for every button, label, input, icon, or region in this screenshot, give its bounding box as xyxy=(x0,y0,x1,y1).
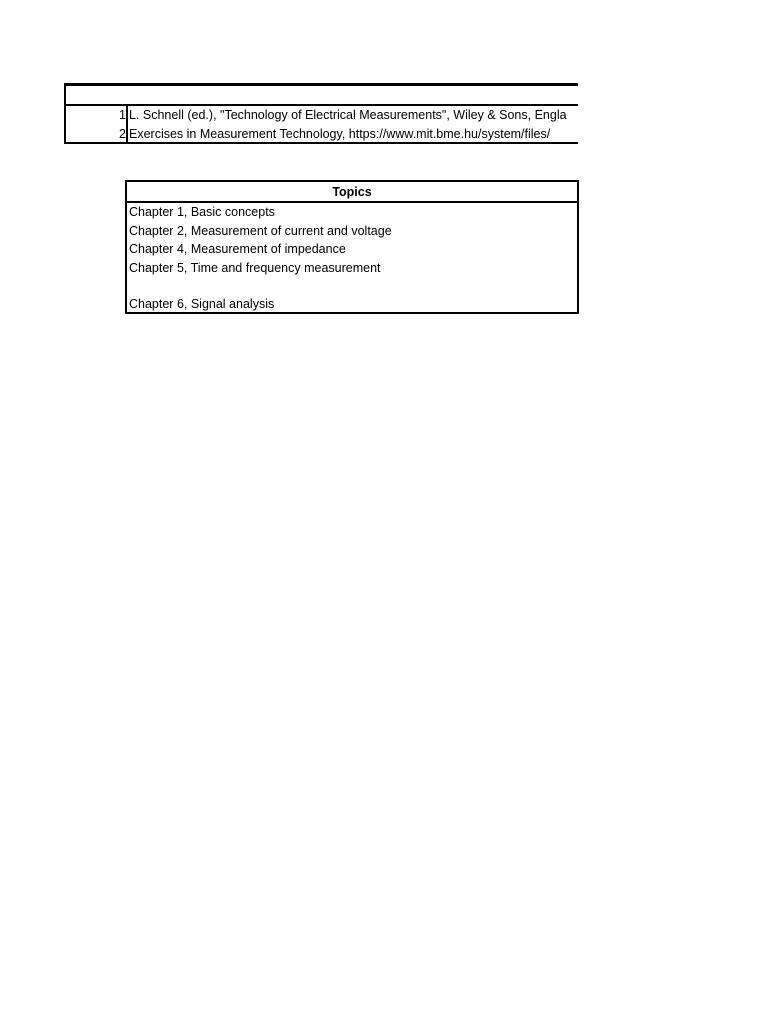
references-table xyxy=(64,83,578,144)
topic-item: Chapter 5, Time and frequency measurement xyxy=(129,260,381,275)
topic-item: Chapter 4, Measurement of impedance xyxy=(129,242,346,256)
topics-table xyxy=(125,180,579,314)
reference-text: L. Schnell (ed.), "Technology of Electrical Measurements", Wiley & Sons, Engla xyxy=(129,108,567,122)
reference-row xyxy=(66,106,578,125)
reference-row xyxy=(66,125,578,144)
references-header-row xyxy=(66,86,578,106)
topics-header: Topics xyxy=(127,182,577,203)
topic-item: Chapter 2, Measurement of current and voltage xyxy=(129,223,392,238)
reference-number: 2 xyxy=(119,127,126,141)
reference-number: 1 xyxy=(119,108,126,122)
reference-text: Exercises in Measurement Technology, https://www.mit.bme.hu/system/files/ xyxy=(129,127,551,141)
topic-item: Chapter 1, Basic concepts xyxy=(129,205,275,219)
topic-item: Chapter 6, Signal analysis xyxy=(129,297,275,311)
